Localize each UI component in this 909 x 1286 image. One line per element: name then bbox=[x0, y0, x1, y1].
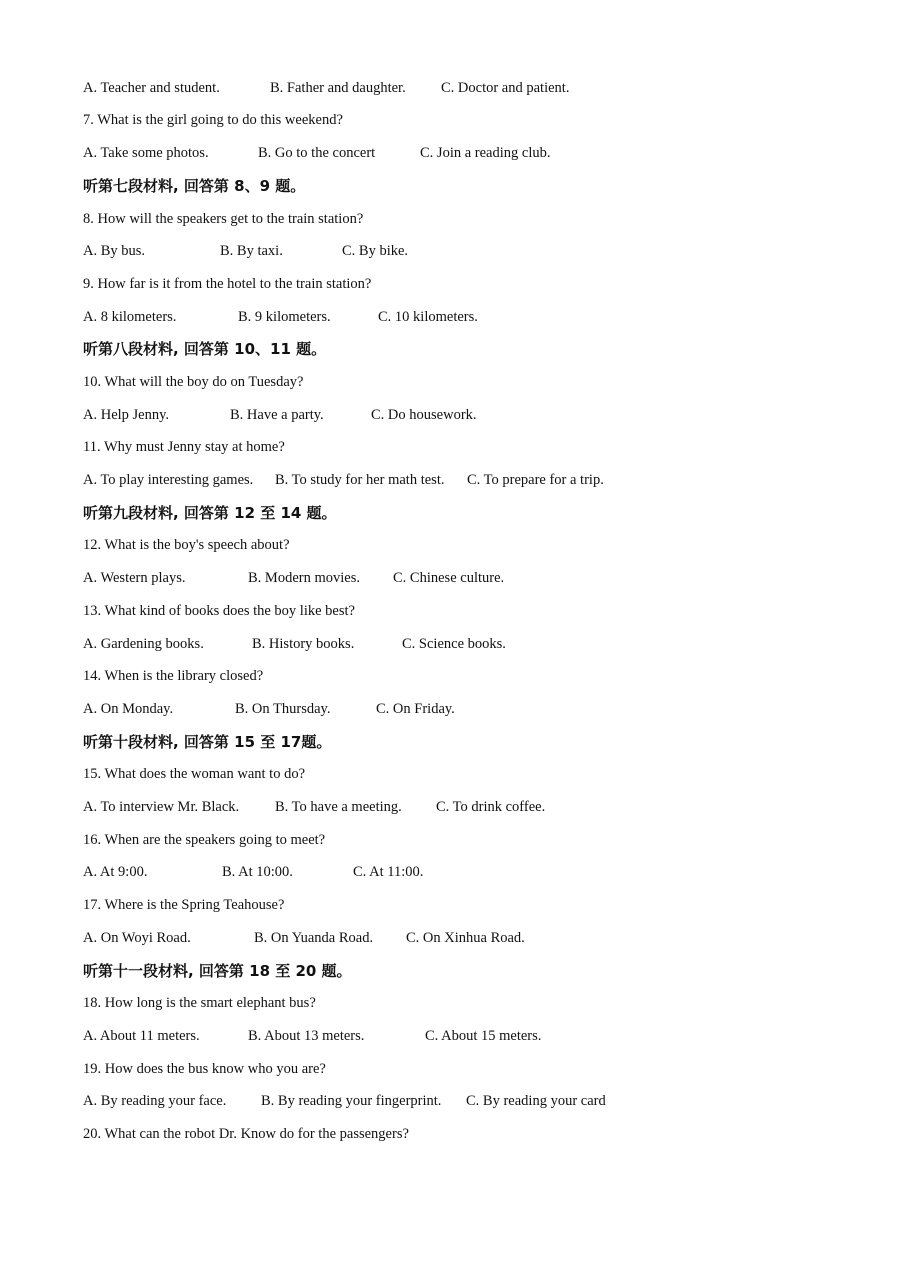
q13-option-b: B. History books. bbox=[252, 636, 355, 652]
q10-question: 10. What will the boy do on Tuesday? bbox=[83, 374, 304, 390]
q15-option-c: C. To drink coffee. bbox=[436, 799, 546, 815]
q9-option-b: B. 9 kilometers. bbox=[238, 309, 331, 325]
q10-option-c: C. Do housework. bbox=[371, 407, 477, 423]
q19-option-c: C. By reading your card bbox=[466, 1093, 606, 1109]
q14-question: 14. When is the library closed? bbox=[83, 668, 264, 684]
q15-option-b: B. To have a meeting. bbox=[275, 799, 402, 815]
q19-option-b: B. By reading your fingerprint. bbox=[261, 1093, 442, 1109]
q18-option-a: A. About 11 meters. bbox=[83, 1028, 200, 1044]
q13-option-a: A. Gardening books. bbox=[83, 636, 204, 652]
q14-option-a: A. On Monday. bbox=[83, 701, 174, 717]
q16-option-c: C. At 11:00. bbox=[353, 864, 424, 880]
q18-question: 18. How long is the smart elephant bus? bbox=[83, 995, 316, 1011]
q8-option-c: C. By bike. bbox=[342, 243, 409, 259]
q11-question: 11. Why must Jenny stay at home? bbox=[83, 439, 285, 455]
q16-option-b: B. At 10:00. bbox=[222, 864, 293, 880]
q8-option-a: A. By bus. bbox=[83, 243, 146, 259]
q7-option-b: B. Go to the concert bbox=[258, 145, 376, 161]
q7-question: 7. What is the girl going to do this weekend? bbox=[83, 112, 343, 128]
q20-question: 20. What can the robot Dr. Know do for the passengers? bbox=[83, 1126, 409, 1142]
q18-option-b: B. About 13 meters. bbox=[248, 1028, 365, 1044]
section-heading-11: 听第十一段材料, 回答第 18 至 20 题。 bbox=[83, 962, 352, 980]
q10-option-b: B. Have a party. bbox=[230, 407, 324, 423]
q11-option-c: C. To prepare for a trip. bbox=[467, 472, 604, 488]
q17-option-b: B. On Yuanda Road. bbox=[254, 930, 374, 946]
q9-option-c: C. 10 kilometers. bbox=[378, 309, 478, 325]
q18-option-c: C. About 15 meters. bbox=[425, 1028, 542, 1044]
q12-option-c: C. Chinese culture. bbox=[393, 570, 505, 586]
q11-option-b: B. To study for her math test. bbox=[275, 472, 445, 488]
q12-option-a: A. Western plays. bbox=[83, 570, 186, 586]
q17-option-c: C. On Xinhua Road. bbox=[406, 930, 525, 946]
q12-question: 12. What is the boy's speech about? bbox=[83, 537, 290, 553]
q11-option-a: A. To play interesting games. bbox=[83, 472, 254, 488]
q19-question: 19. How does the bus know who you are? bbox=[83, 1061, 326, 1077]
q17-question: 17. Where is the Spring Teahouse? bbox=[83, 897, 285, 913]
q8-question: 8. How will the speakers get to the train station? bbox=[83, 211, 364, 227]
q15-option-a: A. To interview Mr. Black. bbox=[83, 799, 240, 815]
q13-question: 13. What kind of books does the boy like best? bbox=[83, 603, 355, 619]
q7-option-c: C. Join a reading club. bbox=[420, 145, 551, 161]
q8-option-b: B. By taxi. bbox=[220, 243, 283, 259]
section-heading-8: 听第八段材料, 回答第 10、11 题。 bbox=[83, 340, 327, 358]
q15-question: 15. What does the woman want to do? bbox=[83, 766, 306, 782]
q12-option-b: B. Modern movies. bbox=[248, 570, 360, 586]
q13-option-c: C. Science books. bbox=[402, 636, 506, 652]
q6-option-c: C. Doctor and patient. bbox=[441, 80, 570, 96]
q7-option-a: A. Take some photos. bbox=[83, 145, 209, 161]
section-heading-7: 听第七段材料, 回答第 8、9 题。 bbox=[83, 177, 306, 195]
q17-option-a: A. On Woyi Road. bbox=[83, 930, 191, 946]
q16-option-a: A. At 9:00. bbox=[83, 864, 148, 880]
q14-option-b: B. On Thursday. bbox=[235, 701, 331, 717]
q10-option-a: A. Help Jenny. bbox=[83, 407, 170, 423]
section-heading-10: 听第十段材料, 回答第 15 至 17题。 bbox=[83, 733, 332, 751]
q19-option-a: A. By reading your face. bbox=[83, 1093, 227, 1109]
q6-option-a: A. Teacher and student. bbox=[83, 80, 220, 96]
q6-option-b: B. Father and daughter. bbox=[270, 80, 406, 96]
q16-question: 16. When are the speakers going to meet? bbox=[83, 832, 326, 848]
q14-option-c: C. On Friday. bbox=[376, 701, 455, 717]
q9-question: 9. How far is it from the hotel to the train station? bbox=[83, 276, 372, 292]
section-heading-9: 听第九段材料, 回答第 12 至 14 题。 bbox=[83, 504, 337, 522]
q9-option-a: A. 8 kilometers. bbox=[83, 309, 177, 325]
